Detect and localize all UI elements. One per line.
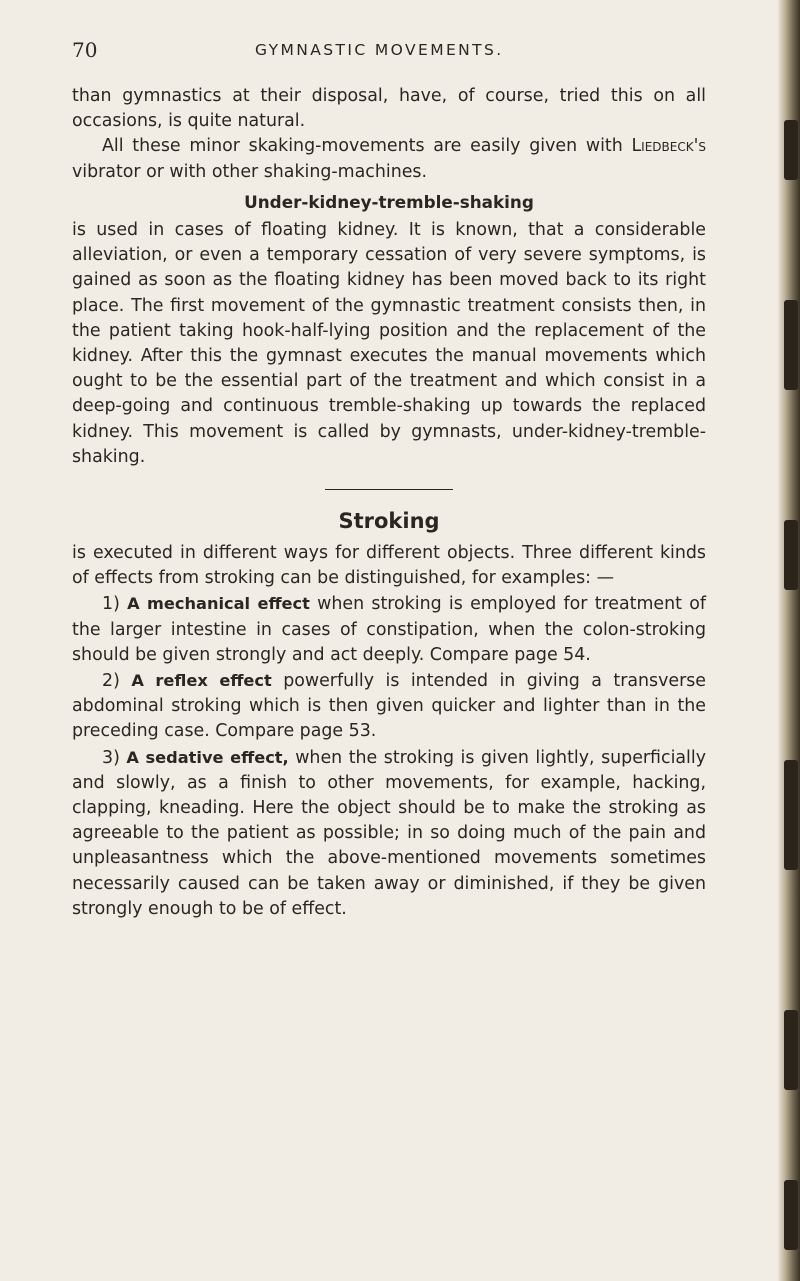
item-text: powerfully is intended in giving a transverse abdominal stroking which is then given quicker and lighter than in the preceding case. Compare page 53. xyxy=(72,671,706,742)
paragraph-kidney: is used in cases of floating kidney. It is known, that a considerable alleviation, or even a temporary cessation of very severe symptoms, is gained as soon as the floating kidney has been moved back to its right place. The first movement of the gymnastic treatment consists then, in the patient taking hook-half-lying position and the replacement of the kidney. After this the gymnast executes the manual movements which ought to be the essential part of the treatment and which consist in a deep-going and continuous tremble-shaking up towards the replaced kidney. This movement is called by gymnasts, under-kidney-tremble-shaking. xyxy=(72,220,706,467)
paragraph-continuation: than gymnastics at their disposal, have, of course, tried this on all occasions, is quite natural. xyxy=(72,86,706,132)
edge-mark xyxy=(784,520,798,590)
running-head xyxy=(72,38,712,62)
paragraph-stroking-intro: is executed in different ways for different objects. Three different kinds of effects from stroking can be distinguished, for examples: — xyxy=(72,543,706,589)
item-number: 2) xyxy=(102,671,120,692)
list-item xyxy=(72,591,706,668)
edge-mark xyxy=(784,1180,798,1250)
body-text xyxy=(72,84,706,922)
list-item xyxy=(72,668,706,745)
section-title: Stroking xyxy=(338,509,440,534)
item-label: A sedative effect, xyxy=(126,747,289,767)
item-number: 3) xyxy=(102,747,120,768)
paragraph-vibrator xyxy=(72,134,706,184)
edge-mark xyxy=(784,120,798,180)
edge-mark xyxy=(784,1010,798,1090)
section-divider xyxy=(325,489,453,490)
list-item xyxy=(72,745,706,922)
page-edge-shadow xyxy=(778,0,800,1281)
paragraph-vibrator-start: All these minor skaking-movements are easily given with xyxy=(102,136,632,157)
paragraph-vibrator-end: vibrator or with other shaking-machines. xyxy=(72,161,428,182)
running-title: GYMNASTIC MOVEMENTS. xyxy=(255,41,504,59)
edge-mark xyxy=(784,300,798,390)
author-name: Liedbeck's xyxy=(631,136,706,157)
page-number: 70 xyxy=(72,38,98,62)
edge-mark xyxy=(784,760,798,870)
item-text: when stroking is employed for treatment of the larger intestine in cases of constipation, when the colon-stroking should be given strongly and act deeply. Compare page 54. xyxy=(72,594,707,665)
item-text: when the stroking is given lightly, superficially and slowly, as a finish to other movements, for example, hacking, clapping, kneading. Here the object should be to make the stroking as agreeable to the patient as possible; in so doing much of the pain and unpleasantness which the above-mentioned movements sometimes necessarily caused can be taken away or diminished, if they be given strongly enough to be of effect. xyxy=(72,747,707,919)
subheading: Under-kidney-tremble-shaking xyxy=(244,191,534,212)
item-label: A reflex effect xyxy=(131,671,272,691)
item-label: A mechanical effect xyxy=(127,594,310,614)
item-number: 1) xyxy=(102,594,120,615)
